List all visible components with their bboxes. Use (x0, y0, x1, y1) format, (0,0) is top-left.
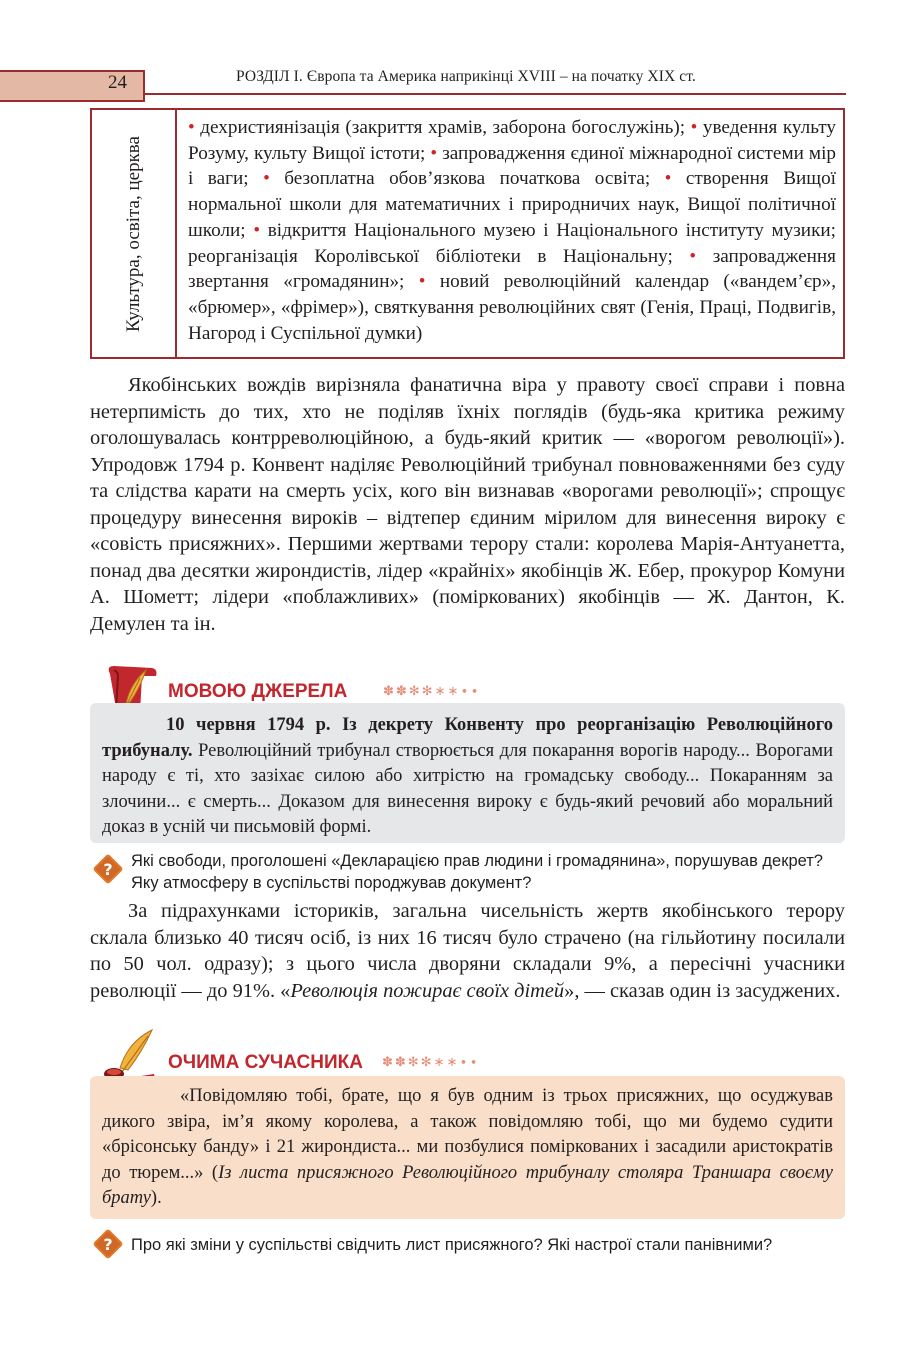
body-paragraph: Якобінських вождів вирізняла фанатична віра у правоту своєї справи і повна нетерпимість до тих, хто не поділяв їхніх поглядів (будь-яка критика режиму оголошувалась контрреволюційною, а будь-який критик — «ворогом революції»). Упродовж 1794 р. Конвент наділяє Революційний трибунал повноваженнями без суду та слідства карати на смерть усіх, кого він визнавав «ворогами революції»; спрощує процедуру винесення вироків – відтепер єдиним мірилом для винесення вироку є «совість присяжних». Першими жертвами терору стали: королева Марія-Антуанетта, понад два десятки жирондистів, лідер «крайніх» якобінців Ж. Ебер, прокурор Комуни А. Шометт; лідери «поблажливих» (поміркованих) якобінців — Ж. Дантон, К. Демулен та ін. (90, 374, 845, 635)
culture-table (90, 108, 845, 359)
question-icon (92, 853, 124, 885)
witness-source: Із листа присяжного Революційного трибуналу столяра Траншара своєму брату (102, 1162, 833, 1208)
decorative-dots: ✽✽✻✻∗∗∙∙ (382, 1055, 480, 1070)
table-item: запровадження єдиної міжнародної системи мір і ваги; (188, 142, 837, 190)
question-text: Які свободи, проголошені «Декларацією прав людини і громадянина», порушував декрет? Яку атмосферу в суспільстві породжував документ? (131, 852, 823, 892)
witness-text (102, 1084, 833, 1212)
quote-close: », — сказав один із засуджених. (564, 979, 841, 1002)
source-quote: Революційний трибунал створюється для покарання ворогів народу... Ворогами народу є ті, хто зазіхає силою або хитрістю на громадську свободу... Покаранням за злочини... є смерть... Доказом для винесення вироку є будь-який речовий або моральний доказ в усній чи письмовій формі. (102, 740, 833, 837)
source-text (102, 713, 833, 841)
table-label-cell (92, 110, 177, 357)
quote-open: « (280, 979, 291, 1002)
header-rule (143, 93, 846, 95)
bullet-icon: • (689, 245, 697, 267)
bullet-icon: • (690, 117, 698, 138)
table-item: запровадження звертання «громадянин»; (188, 245, 836, 293)
bullet-icon: • (664, 168, 672, 190)
source-lead: 10 червня 1794 р. Із декрету Конвенту про реорганізацію Революційного трибуналу. (102, 715, 833, 761)
table-item: відкриття Національного музею і Національного інституту музики; реорганізація Королівської бібліотеки в Національну; (188, 219, 836, 267)
decorative-dots: ✽✽✻✻∗∗∙∙ (383, 684, 481, 699)
bullet-icon: • (418, 271, 426, 293)
table-item: уведення культу Розуму, культу Вищої істоти; (188, 117, 836, 164)
table-item: створення Вищої нормальної школи для математичних і природничих наук, Вищої політичної школи; (188, 168, 836, 241)
svg-text:?: ? (103, 1235, 113, 1254)
bullet-icon: • (188, 117, 195, 138)
svg-text:?: ? (103, 860, 113, 879)
bullet-icon: • (430, 142, 438, 164)
page-number: 24 (108, 72, 127, 93)
witness-source-close: ). (150, 1188, 162, 1208)
bullet-icon: • (263, 168, 270, 190)
table-item: дехристиянізація (закриття храмів, заборона богослужінь); (200, 117, 686, 138)
table-item: новий революційний календар («вандем’єр», «брюмер», «фрімер»), святкування революційних свят (Генія, Праці, Подвигів, Нагород і Суспільної думки) (188, 271, 837, 344)
witness-heading: ОЧИМА СУЧАСНИКА (168, 1052, 363, 1073)
table-item: безоплатна обов’язкова початкова освіта; (284, 168, 651, 190)
table-label: Культура, освіта, церква (123, 136, 144, 332)
paragraph-text: За підрахунками істориків, загальна чисельність жертв якобінського терору склала близько 40 тисяч осіб, із них 16 тисяч було страчено (на гільйотину посилали по 50 чол. одразу); з цього числа дворяни складали 9%, а пересічні учасники революції — до 91%. (90, 900, 845, 1002)
famous-quote: Революція пожирає своїх дітей (290, 979, 565, 1002)
source-heading: МОВОЮ ДЖЕРЕЛА (168, 681, 348, 702)
body-paragraph (90, 898, 845, 1004)
table-content (188, 115, 836, 346)
bullet-icon: • (253, 219, 261, 241)
question-text: Про які зміни у суспільстві свідчить лист присяжного? Які настрої стали панівними? (131, 1236, 773, 1254)
witness-quote: «Повідомляю тобі, брате, що я був одним із трьох присяжних, що осуджував дикого звіра, ім’я якому королева, а також повідомляю тобі, що ми будемо судити «брісонську банду» і 21 жирондиста... ми позбулися поміркованих і засадили аристократів до тюрем...» ( (102, 1086, 833, 1183)
running-title: РОЗДІЛ І. Європа та Америка наприкінці XVIII – на початку XIX ст. (236, 68, 696, 85)
question-icon (92, 1228, 124, 1260)
